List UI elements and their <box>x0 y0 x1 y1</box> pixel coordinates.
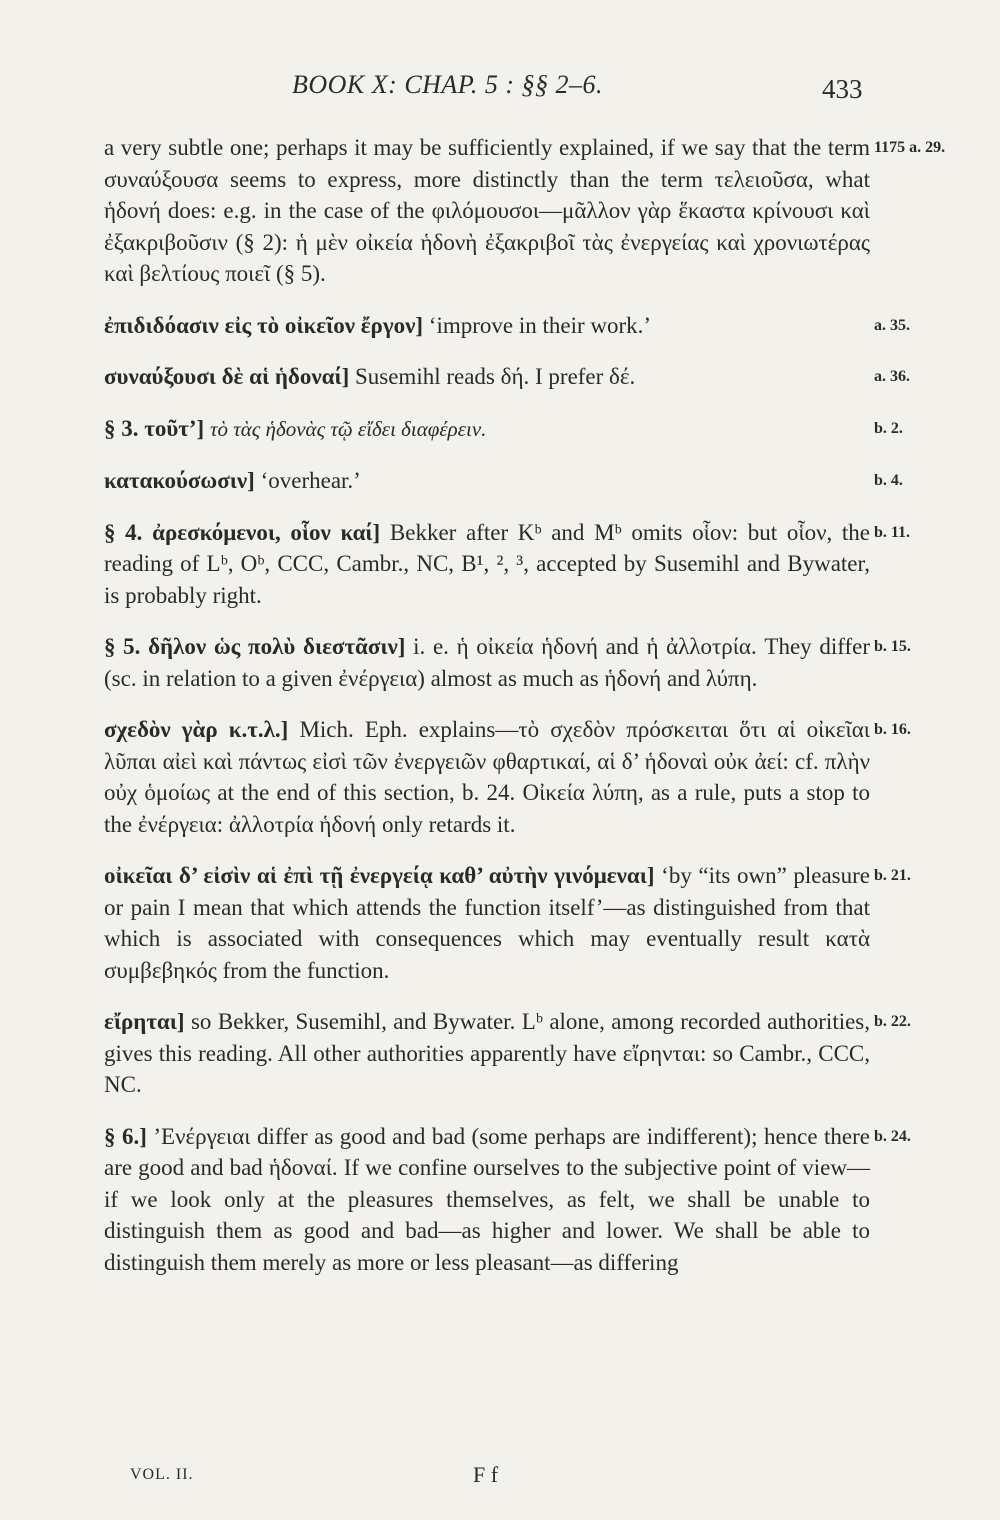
commentary-entry <box>104 517 911 612</box>
entry-text: a very subtle one; perhaps it may be sufficiently explained, if we say that the term συναύξουσα seems to express, more distinctly than the term τελειοῦσα, what ἡδονή does: e.g. in the case of the φιλόμουσοι—μᾶλλον γὰρ ἕκαστα κρίνουσι καὶ ἐξακριβοῦσιν (§ 2): ἡ μὲν οἰκεία ἡδονὴ ἐξακριβοῖ τὰς ἐνεργείας καὶ χρονιωτέρας καὶ βελτίους ποιεῖ (§ 5). <box>104 135 870 286</box>
entry-text: so Bekker, Susemihl, and Bywater. Lᵇ alone, among recorded authorities, gives this reading. All other authorities apparently have εἴρηνται: so Cambr., CCC, NC. <box>104 1009 871 1097</box>
lemma: § 4. ἀρεσκόμενοι, οἷον καί] <box>104 519 381 545</box>
page-number: 433 <box>822 74 863 104</box>
page-footer <box>0 1462 1000 1492</box>
margin-reference: b. 21. <box>874 867 911 884</box>
commentary-entry <box>104 132 946 290</box>
commentary-body <box>104 132 946 1298</box>
commentary-entry <box>104 714 911 840</box>
commentary-entry <box>104 465 903 497</box>
entry-text: i. e. ἡ οἰκεία ἡδονή and ἡ ἀλλοτρία. They differ (sc. in relation to a given ἐνέργεια) almost as much as ἡδονή and λύπη. <box>104 634 870 691</box>
lemma: συναύξουσι δὲ αἱ ἡδοναί] <box>104 364 350 389</box>
running-head: BOOK X: CHAP. 5 : §§ 2–6. <box>292 70 604 99</box>
page-header <box>0 70 1000 110</box>
commentary-entry <box>104 310 910 342</box>
entry-text: τὸ τὰς ἡδονὰς τῷ εἴδει διαφέρειν. <box>209 416 487 441</box>
entry-text: ‘by “its own” pleasure or pain I mean that which attends the function itself’—as distinguished from that which is associated with consequences which may eventually result κατὰ συμβεβηκός from the function. <box>104 863 871 983</box>
entry-text: ‘improve in their work.’ <box>428 312 652 338</box>
lemma: εἴρηται] <box>104 1009 185 1034</box>
commentary-entry <box>104 413 903 446</box>
commentary-entry <box>104 860 911 986</box>
entry-text: Mich. Eph. explains—τὸ σχεδὸν πρόσκειται ὅτι αἱ οἰκεῖαι λῦπαι αἰεὶ καὶ πάντως εἰσὶ τῶν ἐνεργειῶν φθαρτικαί, αἱ δ’ ἡδοναὶ οὐκ ἀεί: cf. πλὴν οὐχ ὁμοίως at the end of this section, b. 24. Οἰκεία λύπη, as a rule, puts a stop to the ἐνέργεια: ἀλλοτρία ἡδονή only retards it. <box>104 717 870 837</box>
lemma: ἐπιδιδόασιν εἰς τὸ οἰκεῖον ἔργον] <box>104 312 424 338</box>
lemma: § 5. δῆλον ὡς πολὺ διεστᾶσιν] <box>104 634 406 659</box>
entry-text: Bekker after Kᵇ and Mᵇ omits οἷον: but οἷον, the reading of Lᵇ, Oᵇ, CCC, Cambr., NC, B¹, ², ³, accepted by Susemihl and Bywater, is probably right. <box>104 519 870 608</box>
lemma: σχεδὸν γὰρ κ.τ.λ.] <box>104 717 289 742</box>
volume-mark: VOL. II. <box>130 1466 194 1483</box>
margin-reference: a. 36. <box>874 368 910 385</box>
entry-text: ‘overhear.’ <box>260 468 361 493</box>
margin-reference: b. 11. <box>874 523 911 541</box>
margin-reference: b. 24. <box>874 1127 911 1145</box>
margin-reference: b. 15. <box>874 638 911 655</box>
margin-reference: 1175 a. 29. <box>874 139 946 156</box>
margin-reference: b. 4. <box>874 472 903 489</box>
lemma: § 3. τοῦτ’] <box>104 415 205 441</box>
lemma: § 6.] <box>104 1123 147 1149</box>
commentary-entry <box>104 1121 911 1279</box>
margin-reference: b. 2. <box>874 419 903 437</box>
entry-text: Susemihl reads δή. I prefer δέ. <box>354 364 636 389</box>
lemma: κατακούσωσιν] <box>104 468 255 493</box>
margin-reference: b. 22. <box>874 1013 911 1030</box>
commentary-entry <box>104 1006 911 1101</box>
entry-text: ’Ενέργειαι differ as good and bad (some perhaps are indifferent); hence there are good and bad ἡδοναί. If we confine ourselves to the subjective point of view—if we look only at the pleasures themselves, as felt, we shall be unable to distinguish them as good and bad—as higher and lower. We shall be able to distinguish them merely as more or less pleasant—as differing <box>104 1123 871 1275</box>
signature-mark: F f <box>473 1462 499 1487</box>
lemma: οἰκεῖαι δ’ εἰσὶν αἱ ἐπὶ τῇ ἐνεργείᾳ καθ’ αὐτὴν γινόμεναι] <box>104 863 655 888</box>
commentary-entry <box>104 361 910 393</box>
margin-reference: a. 35. <box>874 316 910 334</box>
margin-reference: b. 16. <box>874 721 911 738</box>
commentary-entry <box>104 631 911 694</box>
